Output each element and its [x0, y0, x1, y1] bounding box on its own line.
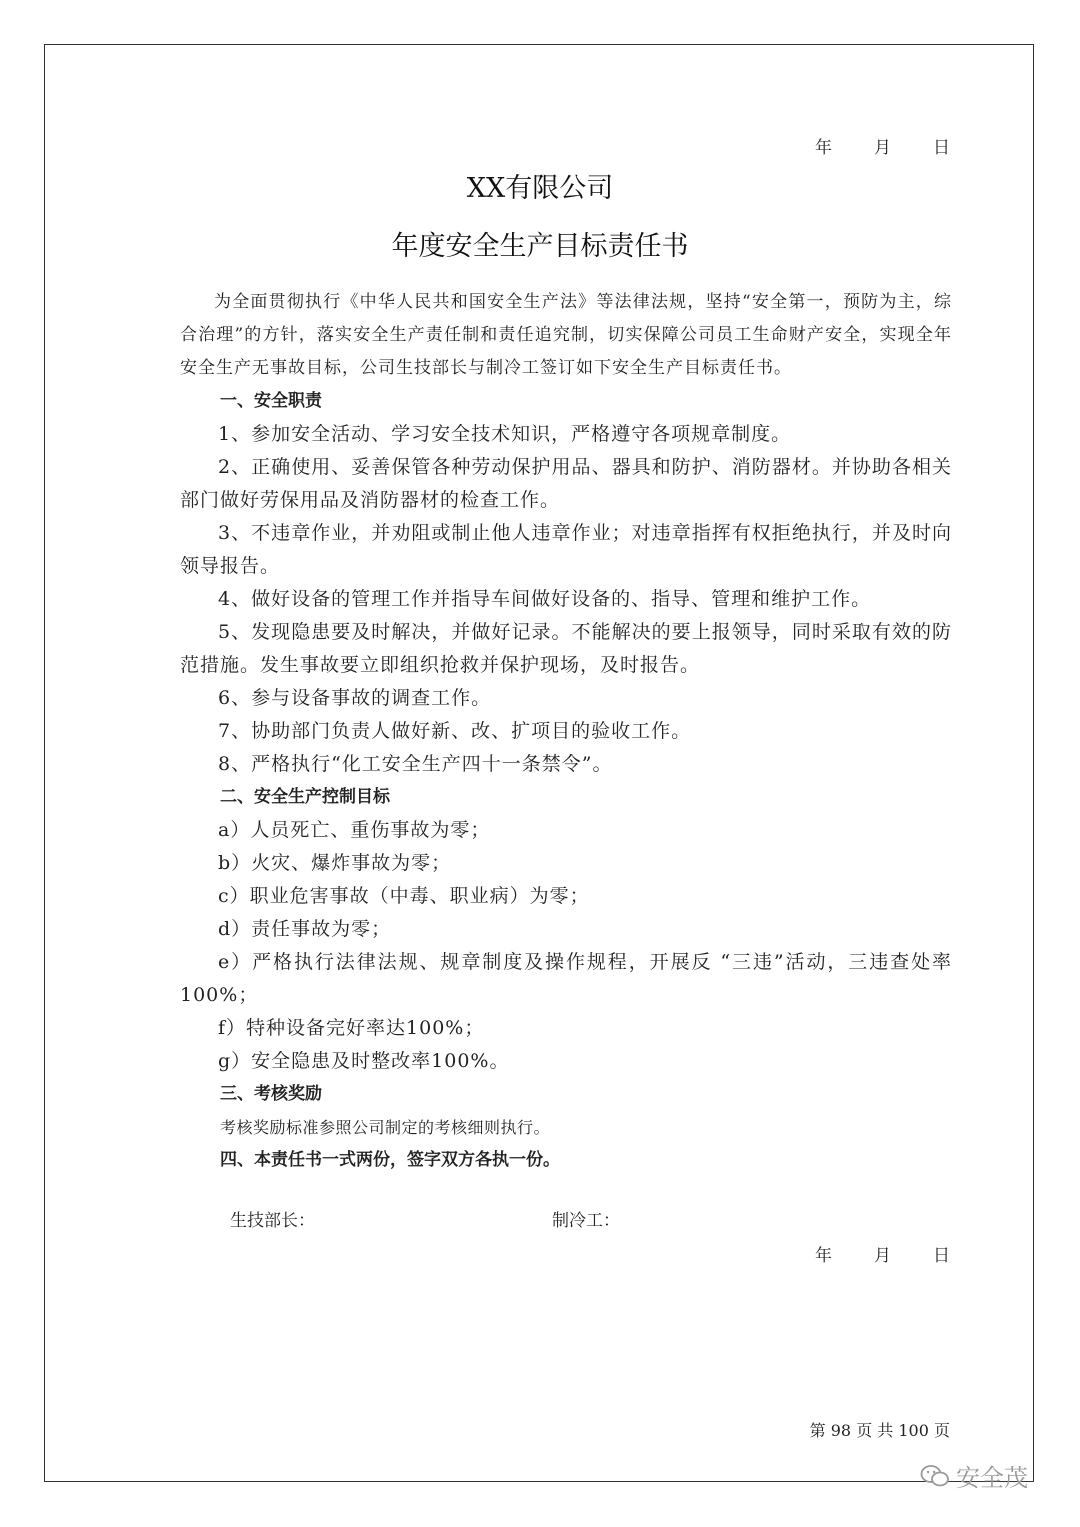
- document-title: 年度安全生产目标责任书: [391, 231, 689, 262]
- bottom-date-line: [815, 1241, 950, 1266]
- date-year: 年: [815, 1246, 832, 1266]
- intro-paragraph: 为全面贯彻执行《中华人民共和国安全生产法》等法律法规，坚持“安全第一，预防为主，综合治理”的方针，落实安全生产责任制和责任追究制，切实保障公司员工生命财产安全，实现全年安全生产无事故目标，公司生技部长与制冷工签订如下安全生产目标责任书。: [180, 292, 952, 378]
- date-day: 日: [933, 138, 950, 158]
- section2-heading: 二、安全生产控制目标: [220, 787, 390, 807]
- page-number: 第 98 页 共 100 页: [809, 1421, 950, 1440]
- section1-item: 6、参与设备事故的调查工作。: [218, 687, 492, 709]
- section1-item: 5、发现隐患要及时解决，并做好记录。不能解决的要上报领导，同时采取有效的防范措施。发生事故要立即组织抢救并保护现场，及时报告。: [180, 621, 952, 676]
- section1-heading: 一、安全职责: [220, 391, 322, 411]
- section3-text: 考核奖励标准参照公司制定的考核细则执行。: [220, 1118, 551, 1137]
- section1-item: 8、严格执行“化工安全生产四十一条禁令”。: [218, 753, 613, 775]
- company-title: XX有限公司: [466, 173, 614, 204]
- section3-heading: 三、考核奖励: [220, 1084, 322, 1104]
- section2-item: b）火灾、爆炸事故为零；: [218, 852, 452, 874]
- signature-right: 制冷工：: [552, 1211, 620, 1231]
- date-month: 月: [874, 1246, 891, 1266]
- document-body: [180, 286, 952, 1177]
- watermark: [920, 1458, 1028, 1493]
- signature-left: 生技部长：: [230, 1211, 315, 1231]
- date-month: 月: [874, 138, 891, 158]
- section1-item: 2、正确使用、妥善保管各种劳动保护用品、器具和防护、消防器材。并协助各相关部门做好劳保用品及消防器材的检查工作。: [180, 456, 952, 511]
- wechat-icon: [920, 1463, 950, 1489]
- section2-item: e）严格执行法律法规、规章制度及操作规程，开展反 “三违”活动，三违查处率100%；: [180, 951, 952, 1006]
- section1-item: 3、不违章作业，并劝阻或制止他人违章作业；对违章指挥有权拒绝执行，并及时向领导报告。: [180, 522, 952, 577]
- date-year: 年: [815, 138, 832, 158]
- section2-item: a）人员死亡、重伤事故为零；: [218, 819, 491, 841]
- section1-item: 7、协助部门负责人做好新、改、扩项目的验收工作。: [218, 720, 692, 742]
- section1-item: 1、参加安全活动、学习安全技术知识，严格遵守各项规章制度。: [218, 423, 792, 445]
- date-day: 日: [933, 1246, 950, 1266]
- section2-item: c）职业危害事故（中毒、职业病）为零；: [218, 885, 590, 907]
- section2-item: g）安全隐患及时整改率100%。: [218, 1050, 510, 1072]
- watermark-text: 安全茂: [956, 1464, 1028, 1492]
- section4-heading: 四、本责任书一式两份，签字双方各执一份。: [220, 1150, 560, 1170]
- section1-item: 4、做好设备的管理工作并指导车间做好设备的、指导、管理和维护工作。: [218, 588, 872, 610]
- top-date-line: [815, 133, 950, 158]
- section2-item: d）责任事故为零；: [218, 918, 392, 940]
- section2-item: f）特种设备完好率达100%；: [218, 1017, 485, 1039]
